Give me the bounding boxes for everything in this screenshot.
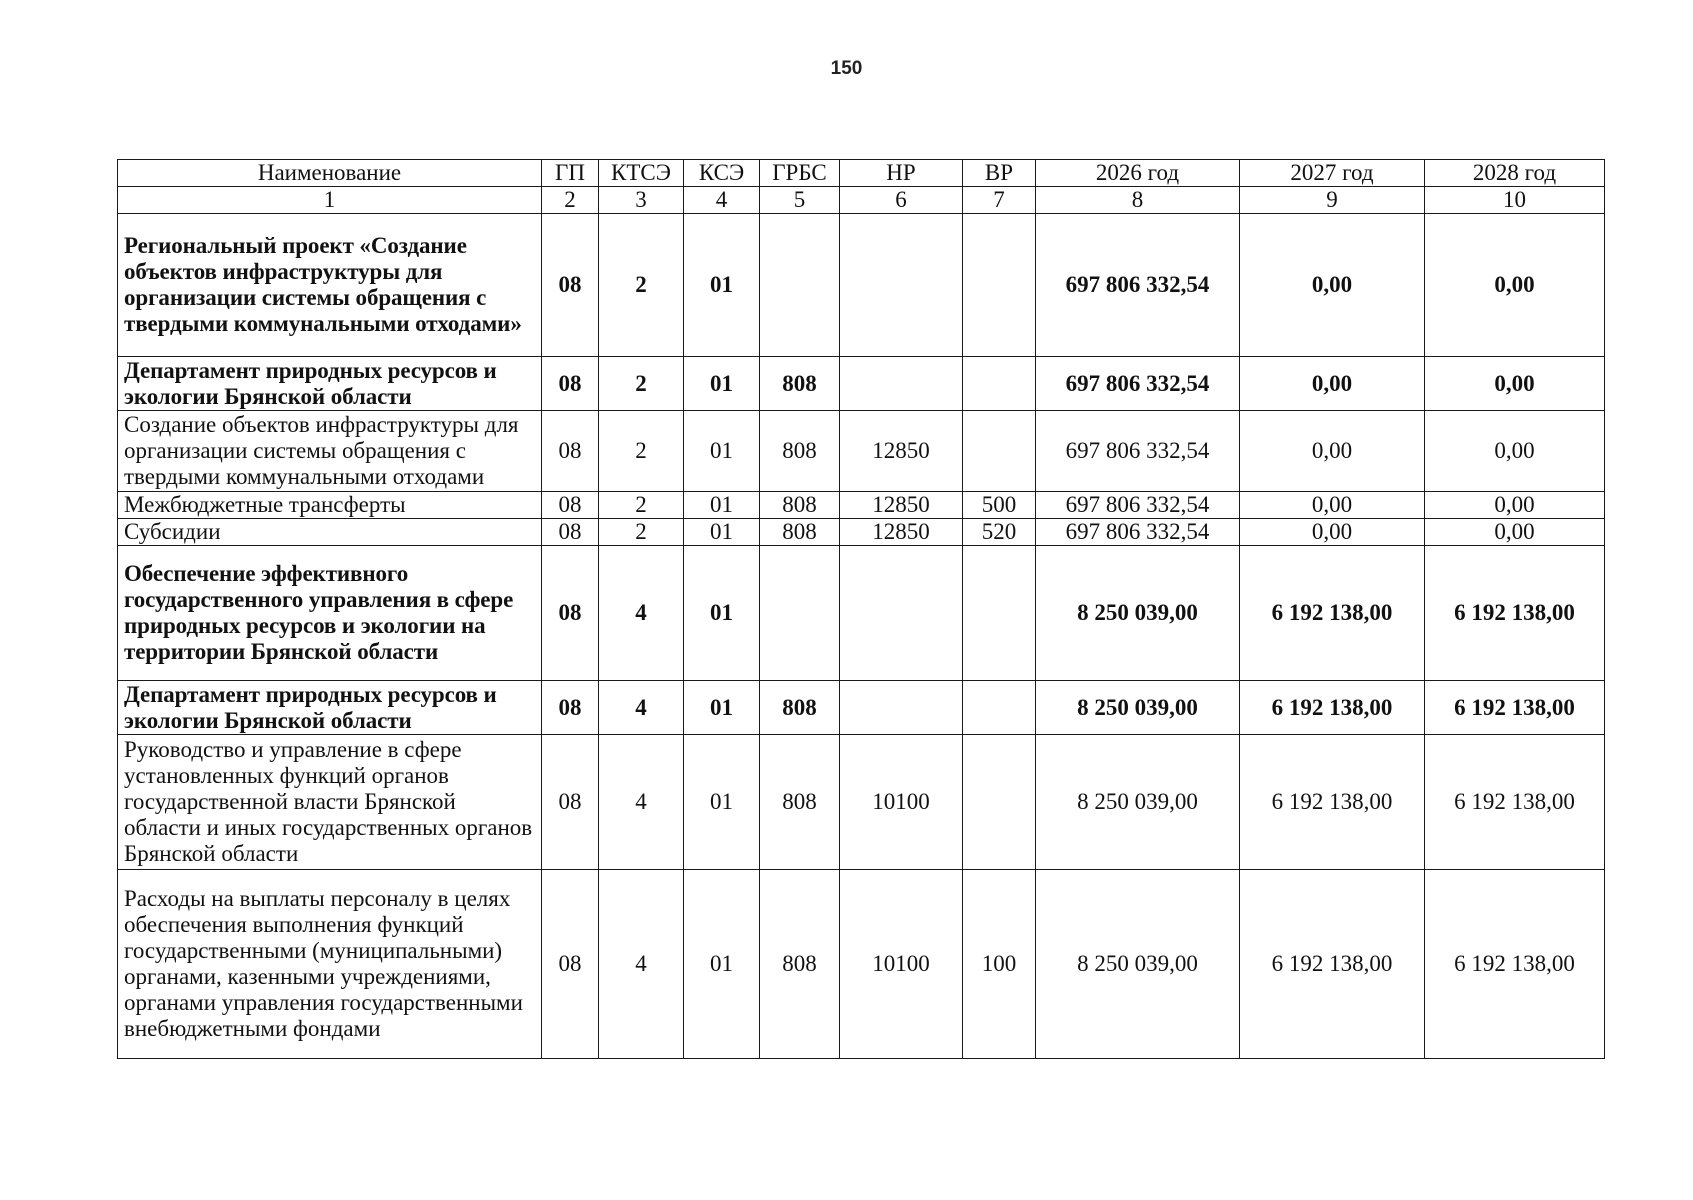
col-index: 5 [760, 187, 840, 214]
row-2027: 0,00 [1240, 357, 1425, 411]
row-gp: 08 [542, 492, 599, 519]
col-header-2027: 2027 год [1240, 160, 1425, 187]
row-name: Расходы на выплаты персоналу в целях обеспечения выполнения функций государственными (муниципальными) органами, казенными учреждениями, органами управления государственными внебюджетными фондами [118, 870, 542, 1059]
row-kse: 01 [684, 357, 760, 411]
row-2027: 0,00 [1240, 411, 1425, 492]
row-grbs [760, 214, 840, 357]
row-grbs [760, 546, 840, 681]
row-vr [963, 681, 1036, 735]
row-2027: 0,00 [1240, 492, 1425, 519]
row-nr: 10100 [840, 735, 963, 870]
row-nr [840, 546, 963, 681]
row-2026: 8 250 039,00 [1036, 681, 1240, 735]
page-number: 150 [830, 58, 863, 79]
row-ktse: 4 [599, 546, 684, 681]
row-nr: 12850 [840, 411, 963, 492]
row-ktse: 2 [599, 411, 684, 492]
row-2028: 6 192 138,00 [1425, 735, 1605, 870]
row-2028: 0,00 [1425, 411, 1605, 492]
row-grbs: 808 [760, 411, 840, 492]
row-name: Создание объектов инфраструктуры для организации системы обращения с твердыми коммунальными отходами [118, 411, 542, 492]
row-2028: 6 192 138,00 [1425, 681, 1605, 735]
col-header-grbs: ГРБС [760, 160, 840, 187]
row-ktse: 4 [599, 681, 684, 735]
table-row [118, 519, 1605, 546]
row-2028: 0,00 [1425, 519, 1605, 546]
col-header-vr: ВР [963, 160, 1036, 187]
row-name: Департамент природных ресурсов и экологии Брянской области [118, 681, 542, 735]
row-name: Региональный проект «Создание объектов инфраструктуры для организации системы обращения с твердыми коммунальными отходами» [118, 214, 542, 357]
table-row [118, 681, 1605, 735]
row-gp: 08 [542, 546, 599, 681]
row-ktse: 4 [599, 735, 684, 870]
row-grbs: 808 [760, 681, 840, 735]
row-vr: 520 [963, 519, 1036, 546]
row-gp: 08 [542, 681, 599, 735]
row-gp: 08 [542, 870, 599, 1059]
row-vr [963, 735, 1036, 870]
table-row [118, 357, 1605, 411]
row-grbs: 808 [760, 870, 840, 1059]
row-2026: 8 250 039,00 [1036, 735, 1240, 870]
col-header-gp: ГП [542, 160, 599, 187]
col-header-nr: НР [840, 160, 963, 187]
row-2027: 0,00 [1240, 214, 1425, 357]
table-row [118, 735, 1605, 870]
row-2027: 6 192 138,00 [1240, 735, 1425, 870]
row-2026: 697 806 332,54 [1036, 214, 1240, 357]
col-index: 7 [963, 187, 1036, 214]
row-2027: 0,00 [1240, 519, 1425, 546]
row-2026: 8 250 039,00 [1036, 870, 1240, 1059]
col-index: 4 [684, 187, 760, 214]
row-vr: 500 [963, 492, 1036, 519]
row-kse: 01 [684, 870, 760, 1059]
row-kse: 01 [684, 546, 760, 681]
budget-table [117, 159, 1605, 1059]
row-vr: 100 [963, 870, 1036, 1059]
table-row [118, 546, 1605, 681]
row-kse: 01 [684, 519, 760, 546]
row-ktse: 2 [599, 357, 684, 411]
row-2028: 0,00 [1425, 214, 1605, 357]
table-row [118, 214, 1605, 357]
row-grbs: 808 [760, 357, 840, 411]
col-index: 1 [118, 187, 542, 214]
row-ktse: 2 [599, 214, 684, 357]
row-nr: 12850 [840, 492, 963, 519]
table-row [118, 870, 1605, 1059]
row-kse: 01 [684, 681, 760, 735]
row-vr [963, 411, 1036, 492]
row-2028: 0,00 [1425, 492, 1605, 519]
row-name: Обеспечение эффективного государственного управления в сфере природных ресурсов и экологии на территории Брянской области [118, 546, 542, 681]
col-index: 6 [840, 187, 963, 214]
col-index: 3 [599, 187, 684, 214]
row-nr [840, 214, 963, 357]
row-gp: 08 [542, 411, 599, 492]
col-index: 10 [1425, 187, 1605, 214]
col-header-ktse: КТСЭ [599, 160, 684, 187]
row-vr [963, 546, 1036, 681]
row-kse: 01 [684, 411, 760, 492]
row-2027: 6 192 138,00 [1240, 870, 1425, 1059]
row-nr: 10100 [840, 870, 963, 1059]
row-name: Руководство и управление в сфере установленных функций органов государственной власти Брянской области и иных государственных органов Брянской области [118, 735, 542, 870]
row-name: Межбюджетные трансферты [118, 492, 542, 519]
row-2026: 697 806 332,54 [1036, 357, 1240, 411]
row-grbs: 808 [760, 519, 840, 546]
col-header-kse: КСЭ [684, 160, 760, 187]
row-ktse: 2 [599, 519, 684, 546]
col-index: 2 [542, 187, 599, 214]
row-kse: 01 [684, 492, 760, 519]
row-name: Департамент природных ресурсов и экологии Брянской области [118, 357, 542, 411]
row-2026: 8 250 039,00 [1036, 546, 1240, 681]
table-row [118, 411, 1605, 492]
col-index: 9 [1240, 187, 1425, 214]
row-nr: 12850 [840, 519, 963, 546]
row-vr [963, 357, 1036, 411]
row-ktse: 2 [599, 492, 684, 519]
header-row [118, 160, 1605, 187]
row-2026: 697 806 332,54 [1036, 411, 1240, 492]
row-2026: 697 806 332,54 [1036, 519, 1240, 546]
row-2028: 6 192 138,00 [1425, 546, 1605, 681]
row-name: Субсидии [118, 519, 542, 546]
column-index-row [118, 187, 1605, 214]
col-index: 8 [1036, 187, 1240, 214]
row-gp: 08 [542, 519, 599, 546]
row-nr [840, 357, 963, 411]
row-gp: 08 [542, 357, 599, 411]
row-kse: 01 [684, 214, 760, 357]
row-2026: 697 806 332,54 [1036, 492, 1240, 519]
row-gp: 08 [542, 214, 599, 357]
row-gp: 08 [542, 735, 599, 870]
col-header-2028: 2028 год [1425, 160, 1605, 187]
row-2028: 6 192 138,00 [1425, 870, 1605, 1059]
row-grbs: 808 [760, 492, 840, 519]
row-kse: 01 [684, 735, 760, 870]
row-ktse: 4 [599, 870, 684, 1059]
row-2027: 6 192 138,00 [1240, 681, 1425, 735]
row-vr [963, 214, 1036, 357]
col-header-2026: 2026 год [1036, 160, 1240, 187]
col-header-name: Наименование [118, 160, 542, 187]
row-grbs: 808 [760, 735, 840, 870]
row-2028: 0,00 [1425, 357, 1605, 411]
row-nr [840, 681, 963, 735]
table-row [118, 492, 1605, 519]
row-2027: 6 192 138,00 [1240, 546, 1425, 681]
